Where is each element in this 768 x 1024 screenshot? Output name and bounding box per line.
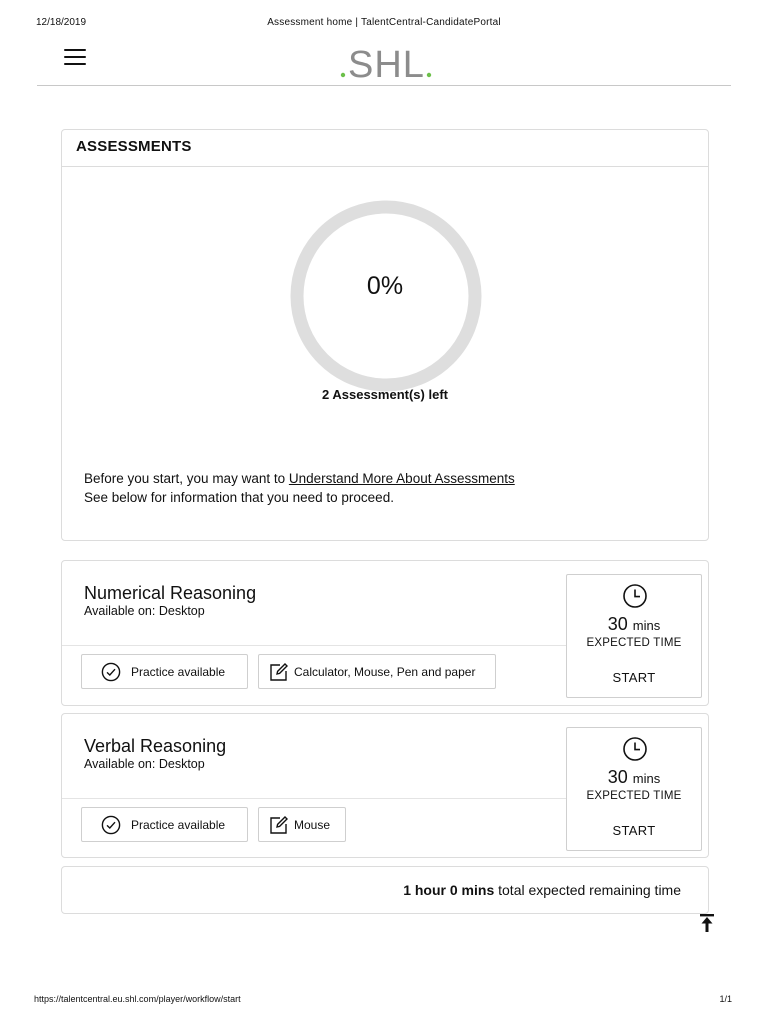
practice-label: Practice available xyxy=(131,817,226,832)
total-time-value: 1 hour 0 mins xyxy=(403,882,495,898)
tools-chip xyxy=(258,807,346,842)
assessment-name: Numerical Reasoning xyxy=(84,583,257,603)
clock-icon xyxy=(622,736,648,762)
practice-label: Practice available xyxy=(131,664,226,679)
available-label: Available on: xyxy=(84,757,156,771)
tools-chip xyxy=(258,654,496,689)
total-time-card xyxy=(61,866,709,914)
shl-logo xyxy=(340,40,432,80)
time-unit: mins xyxy=(632,771,661,786)
print-date: 12/18/2019 xyxy=(36,17,87,28)
total-time-text xyxy=(403,882,681,898)
tools-label: Calculator, Mouse, Pen and paper xyxy=(294,664,476,679)
assessment-name: Verbal Reasoning xyxy=(84,736,227,756)
scroll-to-top-icon[interactable] xyxy=(698,912,716,934)
summary-heading: ASSESSMENTS xyxy=(76,138,192,155)
clock-icon xyxy=(622,583,648,609)
practice-available-chip[interactable] xyxy=(81,807,248,842)
expected-time-label: EXPECTED TIME xyxy=(586,637,682,649)
card-divider xyxy=(62,798,566,799)
hamburger-icon xyxy=(64,49,86,51)
understand-assessments-link[interactable]: Understand More About Assessments xyxy=(288,471,515,486)
time-value: 30 xyxy=(607,767,628,787)
topbar-divider xyxy=(37,85,731,86)
start-button[interactable]: START xyxy=(612,670,656,685)
start-button[interactable]: START xyxy=(612,823,656,838)
edit-icon xyxy=(269,815,289,835)
tools-label: Mouse xyxy=(294,817,331,832)
time-unit: mins xyxy=(632,618,661,633)
available-value: Desktop xyxy=(158,757,205,771)
edit-icon xyxy=(269,662,289,682)
hamburger-menu-button[interactable] xyxy=(64,49,86,66)
print-page-number: 1/1 xyxy=(719,994,732,1004)
assessments-summary-card xyxy=(61,129,709,541)
time-value: 30 xyxy=(607,614,628,634)
assessments-left-label: 2 Assessment(s) left xyxy=(322,387,448,402)
expected-time-box xyxy=(566,727,702,851)
print-url: https://talentcentral.eu.shl.com/player/workflow/start xyxy=(34,994,241,1004)
practice-available-chip[interactable] xyxy=(81,654,248,689)
assessment-card-verbal xyxy=(61,713,709,858)
expected-minutes xyxy=(567,767,701,788)
total-time-suffix: total expected remaining time xyxy=(498,882,681,898)
print-page-title: Assessment home | TalentCentral-CandidatePortal xyxy=(267,17,501,28)
expected-minutes xyxy=(567,614,701,635)
intro-text xyxy=(84,471,515,486)
summary-header xyxy=(62,130,708,167)
intro-prefix: Before you start, you may want to xyxy=(84,471,286,486)
check-circle-icon xyxy=(101,662,121,682)
assessment-availability xyxy=(84,604,205,618)
available-value: Desktop xyxy=(158,604,205,618)
progress-percent: 0% xyxy=(366,272,404,300)
assessment-card-numerical xyxy=(61,560,709,706)
assessment-availability xyxy=(84,757,205,771)
card-divider xyxy=(62,645,566,646)
available-label: Available on: xyxy=(84,604,156,618)
expected-time-box xyxy=(566,574,702,698)
intro-line-2: See below for information that you need to proceed. xyxy=(84,490,394,505)
logo-text: SHL xyxy=(348,44,425,80)
expected-time-label: EXPECTED TIME xyxy=(586,790,682,802)
check-circle-icon xyxy=(101,815,121,835)
